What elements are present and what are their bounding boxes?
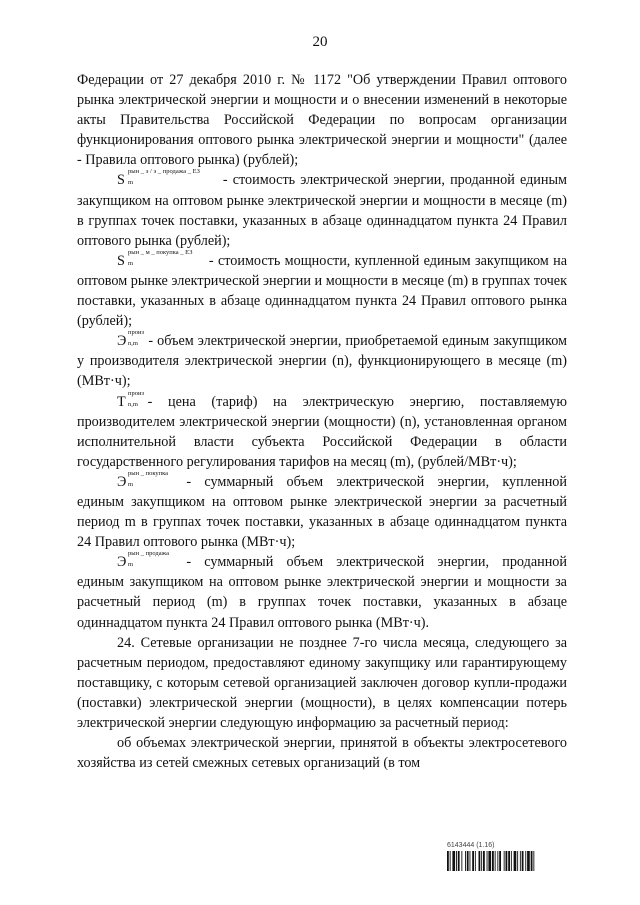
symbol-subscript: n,m	[128, 400, 138, 408]
definition-volume-purchased	[77, 469, 567, 552]
symbol-base: T	[117, 393, 126, 410]
symbol-base: S	[117, 172, 125, 189]
symbol-superscript: произ	[128, 389, 145, 397]
symbol-superscript: рын _ м _ покупка _ ЕЗ	[128, 248, 193, 256]
symbol-base: Э	[117, 333, 127, 350]
definition-text: - цена (тариф) на электрическую энергию, поставляемую производителем электрической энергии (мощности) (n), установленная органом исполнительной власти субъекта Российской Федерации в области государственного регулирования тарифов на месяц (m), (рублей/МВт·ч);	[77, 393, 567, 470]
symbol-subscript: m	[128, 561, 134, 569]
paragraph: Федерации от 27 декабря 2010 г. № 1172 "Об утверждении Правил оптового рынка электрической энергии и мощности и о внесении изменений в некоторые акты Правительства Российской Федерации по вопросам организации функционирования оптового рынка электрической энергии и мощности" (далее - Правила оптового рынка) (рублей);	[77, 72, 567, 169]
definition-text: - стоимость электрической энергии, проданной единым закупщиком на оптовом рынке электрической энергии и мощности в месяце (m) в группах точек поставки, указанных в абзаце одиннадцатом пункта 24 Правил оптового рынка (рублей);	[77, 172, 567, 249]
definition-volume-producer	[77, 331, 567, 391]
formula-symbol	[117, 389, 145, 412]
definition-tariff	[77, 389, 567, 472]
symbol-superscript: рын _ э / э _ продажа _ ЕЗ	[128, 168, 200, 176]
symbol-subscript: m	[128, 259, 134, 267]
barcode-image	[447, 851, 564, 871]
symbol-superscript: рын _ покупка	[128, 469, 169, 477]
formula-symbol	[117, 469, 169, 492]
page-number: 20	[312, 34, 328, 50]
symbol-base: S	[117, 252, 125, 269]
formula-symbol	[117, 550, 169, 572]
symbol-superscript: произ	[128, 329, 145, 337]
definition-cost-energy	[77, 170, 567, 250]
formula-symbol	[117, 168, 200, 190]
definition-text: - стоимость мощности, купленной единым закупщиком на оптовом рынке электрической энергии и мощности в месяце (m) в группах точек поставки, указанных в абзаце одиннадцатом пункта 24 Правил оптового рынка (рублей);	[77, 252, 567, 330]
symbol-subscript: m	[128, 480, 134, 488]
symbol-base: Э	[117, 473, 127, 490]
paragraph-24: 24. Сетевые организации не позднее 7-го числа месяца, следующего за расчетным периодом, предоставляют единому закупщику или гарантирующему поставщику, с которым сетевой организацией заключен договор купли-продажи (поставки) электрической энергии (мощности), в целях компенсации потерь электрической энергии следующую информацию за расчетный период:	[77, 634, 567, 731]
definition-text: - суммарный объем электрической энергии, проданной единым закупщиком на оптовом рынке электрической энергии и мощности за расчетный период (m) в группах точек поставки, указанных в абзаце одиннадцатом пункта 24 Правил оптового рынка (МВт·ч).	[77, 554, 567, 631]
definition-volume-sold	[77, 552, 567, 632]
formula-symbol	[117, 329, 145, 351]
formula-symbol	[117, 248, 193, 271]
symbol-subscript: n,m	[128, 340, 138, 348]
document-body	[77, 70, 567, 773]
document-code: 6143444 (1.16)	[447, 842, 495, 849]
symbol-base: Э	[117, 554, 127, 571]
paragraph: об объемах электрической энергии, принятой в объекты электросетевого хозяйства из сетей смежных сетевых организаций (в том	[77, 735, 567, 772]
symbol-superscript: рын _ продажа	[128, 550, 169, 558]
definition-cost-capacity	[77, 248, 567, 331]
definition-text: - объем электрической энергии, приобретаемой единым закупщиком у производителя электрической энергии (n), функционирующего в месяце (m) (МВт·ч);	[77, 333, 567, 390]
definition-text: - суммарный объем электрической энергии, купленной единым закупщиком на оптовом рынке электрической энергии за расчетный период m в группах точек поставки, указанных в абзаце одиннадцатом пункта 24 Правил оптового рынка (МВт·ч);	[77, 473, 567, 551]
symbol-subscript: m	[128, 179, 134, 187]
